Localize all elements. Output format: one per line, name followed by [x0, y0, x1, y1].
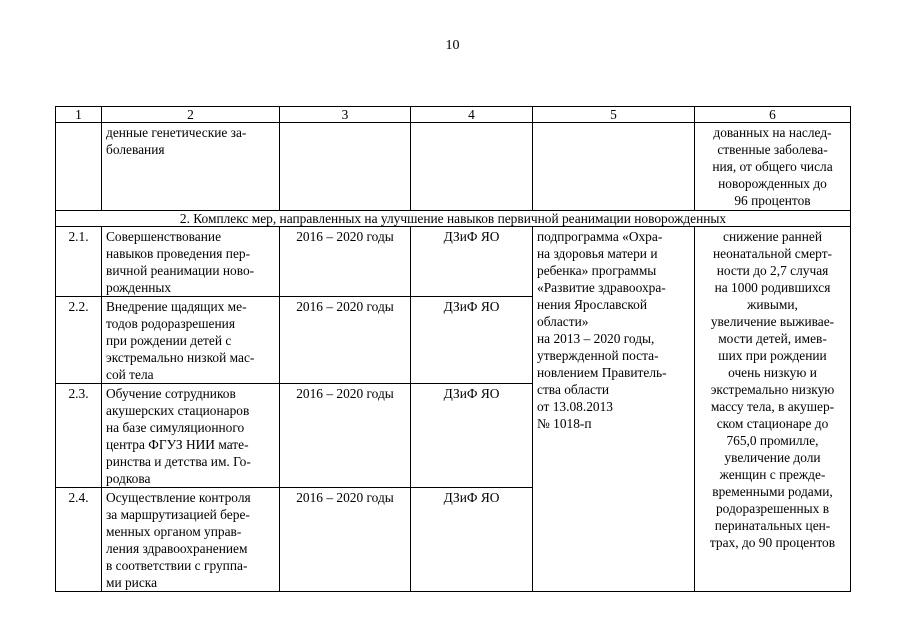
measures-table	[55, 106, 851, 592]
row-number: 2.4.	[56, 488, 102, 592]
header-cell: 3	[280, 107, 411, 123]
section-row	[56, 211, 851, 227]
cell-program	[533, 123, 695, 211]
cell-num	[56, 123, 102, 211]
header-cell: 5	[533, 107, 695, 123]
header-cell: 1	[56, 107, 102, 123]
cell-period	[280, 123, 411, 211]
row-period: 2016 – 2020 годы	[280, 297, 411, 384]
result-cell: снижение ранней неонатальной смерт- ности до 2,7 случая на 1000 родившихся живыми, увеличение выживае- мости детей, имев- ших при рождении очень низкую и экстремально низкую массу тела, в акушер- ском стационаре до 765,0 промилле, увеличение доли женщин с прежде- временными родами, родоразрешенных в перинатальных цен- трах, до 90 процентов	[695, 227, 851, 592]
row-period: 2016 – 2020 годы	[280, 227, 411, 297]
header-cell: 6	[695, 107, 851, 123]
row-number: 2.1.	[56, 227, 102, 297]
row-number: 2.3.	[56, 384, 102, 488]
row-period: 2016 – 2020 годы	[280, 384, 411, 488]
table-row	[56, 227, 851, 297]
row-period: 2016 – 2020 годы	[280, 488, 411, 592]
page-number: 10	[445, 38, 460, 53]
row-description: Обучение сотрудников акушерских стационаров на базе симуляционного центра ФГУЗ НИИ мате- ринства и детства им. Го- родкова	[102, 384, 280, 488]
continuation-row	[56, 123, 851, 211]
header-row	[56, 107, 851, 123]
row-number: 2.2.	[56, 297, 102, 384]
header-cell: 4	[411, 107, 533, 123]
row-description: Осуществление контроля за маршрутизацией бере- менных органом управ- ления здравоохранением в соответствии с группа- ми риска	[102, 488, 280, 592]
cell-desc: денные генетические за- болевания	[102, 123, 280, 211]
row-executor: ДЗиФ ЯО	[411, 488, 533, 592]
cell-exec	[411, 123, 533, 211]
header-cell: 2	[102, 107, 280, 123]
cell-result: дованных на наслед- ственные заболева- ния, от общего числа новорожденных до 96 процентов	[695, 123, 851, 211]
row-executor: ДЗиФ ЯО	[411, 384, 533, 488]
row-executor: ДЗиФ ЯО	[411, 297, 533, 384]
program-cell: подпрограмма «Охра- на здоровья матери и ребенка» программы «Развитие здравоохра- нения Ярославской области» на 2013 – 2020 годы, утвержденной поста- новлением Правитель- ства области от 13.08.2013 № 1018-п	[533, 227, 695, 592]
section-title: 2. Комплекс мер, направленных на улучшение навыков первичной реанимации новорожденных	[56, 211, 851, 227]
row-description: Внедрение щадящих ме- тодов родоразрешения при рождении детей с экстремально низкой мас- сой тела	[102, 297, 280, 384]
row-executor: ДЗиФ ЯО	[411, 227, 533, 297]
row-description: Совершенствование навыков проведения пер- вичной реанимации ново- рожденных	[102, 227, 280, 297]
